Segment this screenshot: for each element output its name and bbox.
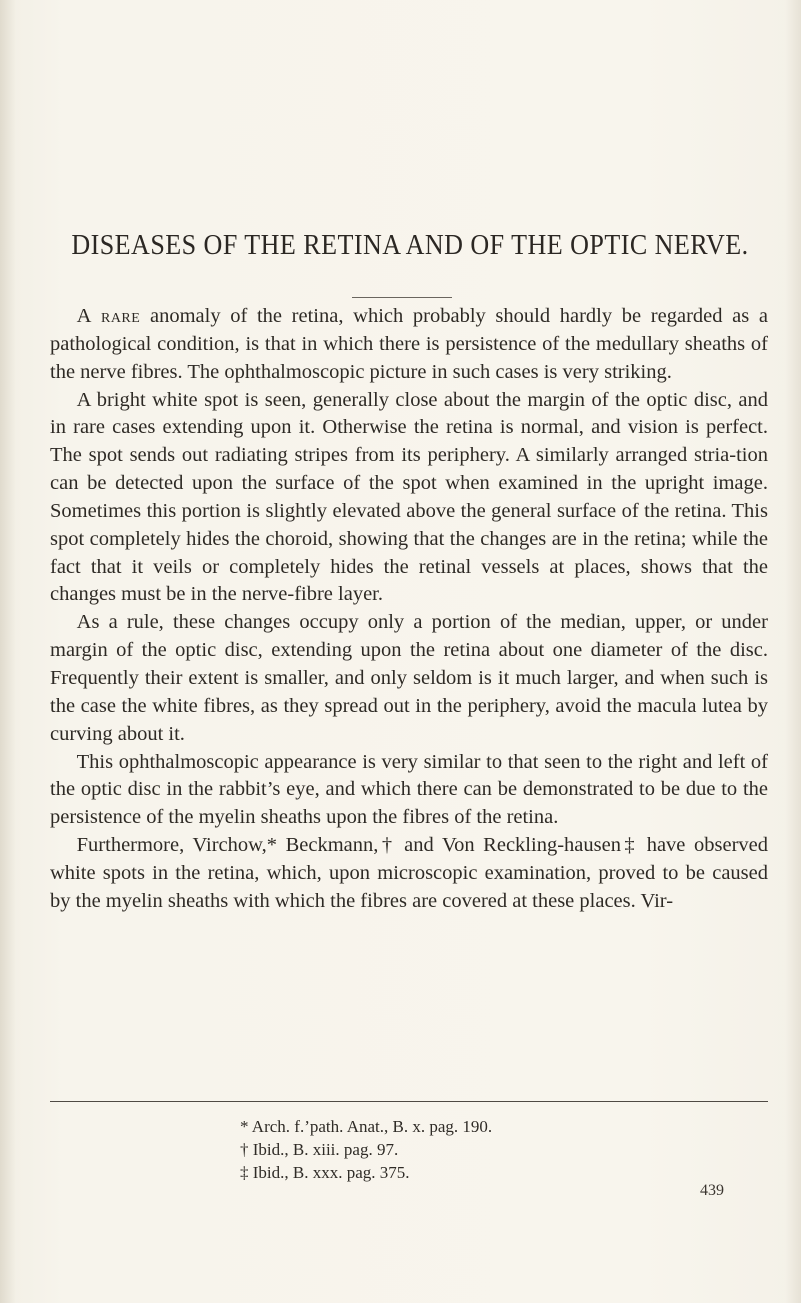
paragraph-1-lead: A rare [76,305,141,327]
footnote-rule [50,1101,768,1102]
footnotes [240,1115,740,1184]
page-left-edge [0,0,16,1303]
footnote-2: † Ibid., B. xiii. pag. 97. [240,1140,399,1159]
footnote-3: ‡ Ibid., B. xxx. pag. 375. [240,1163,410,1182]
paragraph-4: This ophthalmoscopic appearance is very similar to that seen to the right and left of the optic disc in the rabbit’s eye, and which there can be demonstrated to be due to the persistence of the myelin sheaths upon the fibres of the retina. [50,750,768,829]
paragraph-5: Furthermore, Virchow,* Beckmann,† and Von Reckling-hausen‡ have observed white spots in the retina, which, upon microscopic examination, proved to be caused by the myelin sheaths with which the fibres are covered at these places. Vir- [50,834,768,912]
paragraph-1 [50,303,768,387]
title-rule [352,297,452,298]
page-right-edge [785,0,801,1303]
paragraph-3: As a rule, these changes occupy only a portion of the median, upper, or under margin of the optic disc, extending upon the retina about one diameter of the disc. Frequently their extent is smaller, and only seldom is it much larger, and when such is the case the white fibres, as they spread out in the periphery, avoid the macula lutea by curving about it. [50,611,768,745]
body-text [50,303,768,916]
running-title: DISEASES OF THE RETINA AND OF THE OPTIC NERVE. [71,230,749,261]
paragraph-1-text: anomaly of the retina, which probably should hardly be regarded as a pathological condition, is that in which there is persistence of the medullary sheaths of the nerve fibres. The ophthalmoscopic picture in such cases is very striking. [50,305,769,383]
paragraph-2: A bright white spot is seen, generally close about the margin of the optic disc, and in rare cases extending upon it. Otherwise the retina is normal, and vision is perfect. The spot sends out radiating stripes from its periphery. A similarly arranged stria-tion can be detected upon the surface of the spot when examined in the upright image. Sometimes this portion is slightly elevated above the general surface of the retina. This spot completely hides the choroid, showing that the changes are in the retina; while the fact that it veils or completely hides the retinal vessels at places, shows that the changes must be in the nerve-fibre layer. [50,388,768,606]
page-number: 439 [700,1182,724,1199]
footnote-1: * Arch. f.’path. Anat., B. x. pag. 190. [240,1117,493,1136]
